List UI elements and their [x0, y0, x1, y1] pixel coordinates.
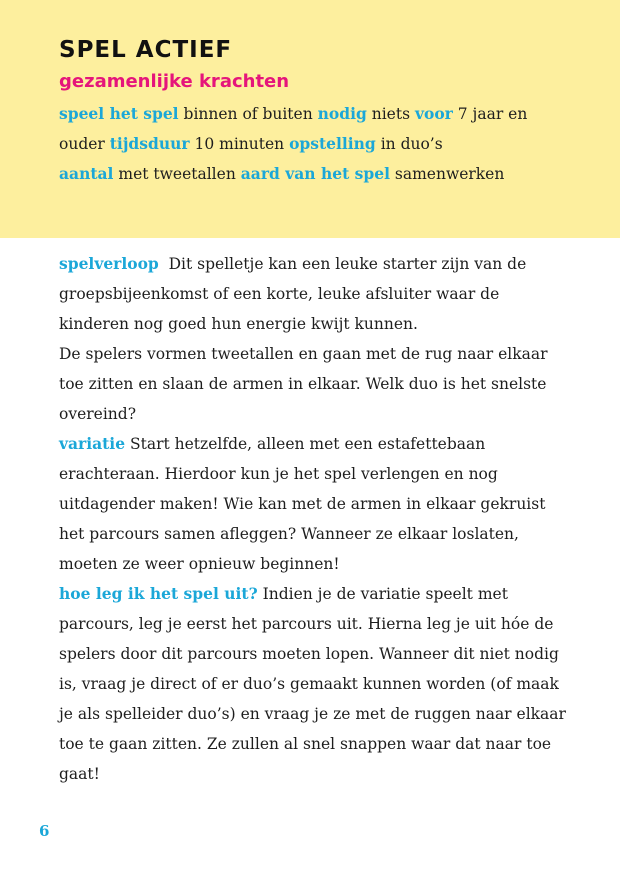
count-value: met tweetallen: [118, 165, 236, 183]
setup-value: in duo’s: [380, 135, 443, 153]
explain-label: hoe leg ik het spel uit?: [59, 584, 258, 603]
explain-section: [59, 579, 569, 789]
variation-section: [59, 429, 569, 579]
where-label: speel het spel: [59, 104, 179, 123]
type-value: samenwerken: [394, 165, 505, 183]
where-value: binnen of buiten: [183, 105, 313, 123]
setup-label: opstelling: [289, 134, 376, 153]
header-panel: [0, 0, 620, 238]
gameplay-text-2: De spelers vormen tweetallen en gaan met de rug naar elkaar toe zitten en slaan de armen in elkaar. Welk duo is het snelste overeind?: [59, 345, 548, 423]
duration-label: tijdsduur: [109, 134, 190, 153]
page-number: 6: [39, 822, 50, 840]
page-title: SPEL ACTIEF: [59, 37, 233, 63]
explain-text: Indien je de variatie speelt met parcours, leg je eerst het parcours uit. Hierna leg je uit hóe de spelers door dit parcours moeten lopen. Wanneer dit niet nodig is, vraag je direct of er duo’s gemaakt kunnen worden (of maak je als spelleider duo’s) en vraag je ze met de ruggen naar elkaar toe te gaan zitten. Ze zullen al snel snappen waar dat naar toe gaat!: [59, 585, 566, 783]
page-subtitle: gezamenlijke krachten: [59, 71, 290, 92]
gameplay-section: [59, 249, 569, 339]
duration-value: 10 minuten: [194, 135, 285, 153]
variation-text: Start hetzelfde, alleen met een estafettebaan erachteraan. Hierdoor kun je het spel verlengen en nog uitdagender maken! Wie kan met de armen in elkaar gekruist het parcours samen afleggen? Wanneer ze elkaar loslaten, moeten ze weer opnieuw beginnen!: [59, 435, 546, 573]
game-description: [59, 249, 569, 789]
needs-label: nodig: [317, 104, 367, 123]
gameplay-label: spelverloop: [59, 254, 159, 273]
age-value: 7 jaar en ouder: [59, 105, 528, 153]
needs-value: niets: [371, 105, 411, 123]
variation-label: variatie: [59, 434, 126, 453]
game-info: [59, 99, 559, 189]
type-label: aard van het spel: [240, 164, 390, 183]
age-label: voor: [414, 104, 453, 123]
gameplay-text-1: Dit spelletje kan een leuke starter zijn van de groepsbijeenkomst of een korte, leuke afsluiter waar de kinderen nog goed hun energie kwijt kunnen.: [59, 255, 527, 333]
count-label: aantal: [59, 164, 114, 183]
gameplay-paragraph-2: [59, 339, 569, 429]
